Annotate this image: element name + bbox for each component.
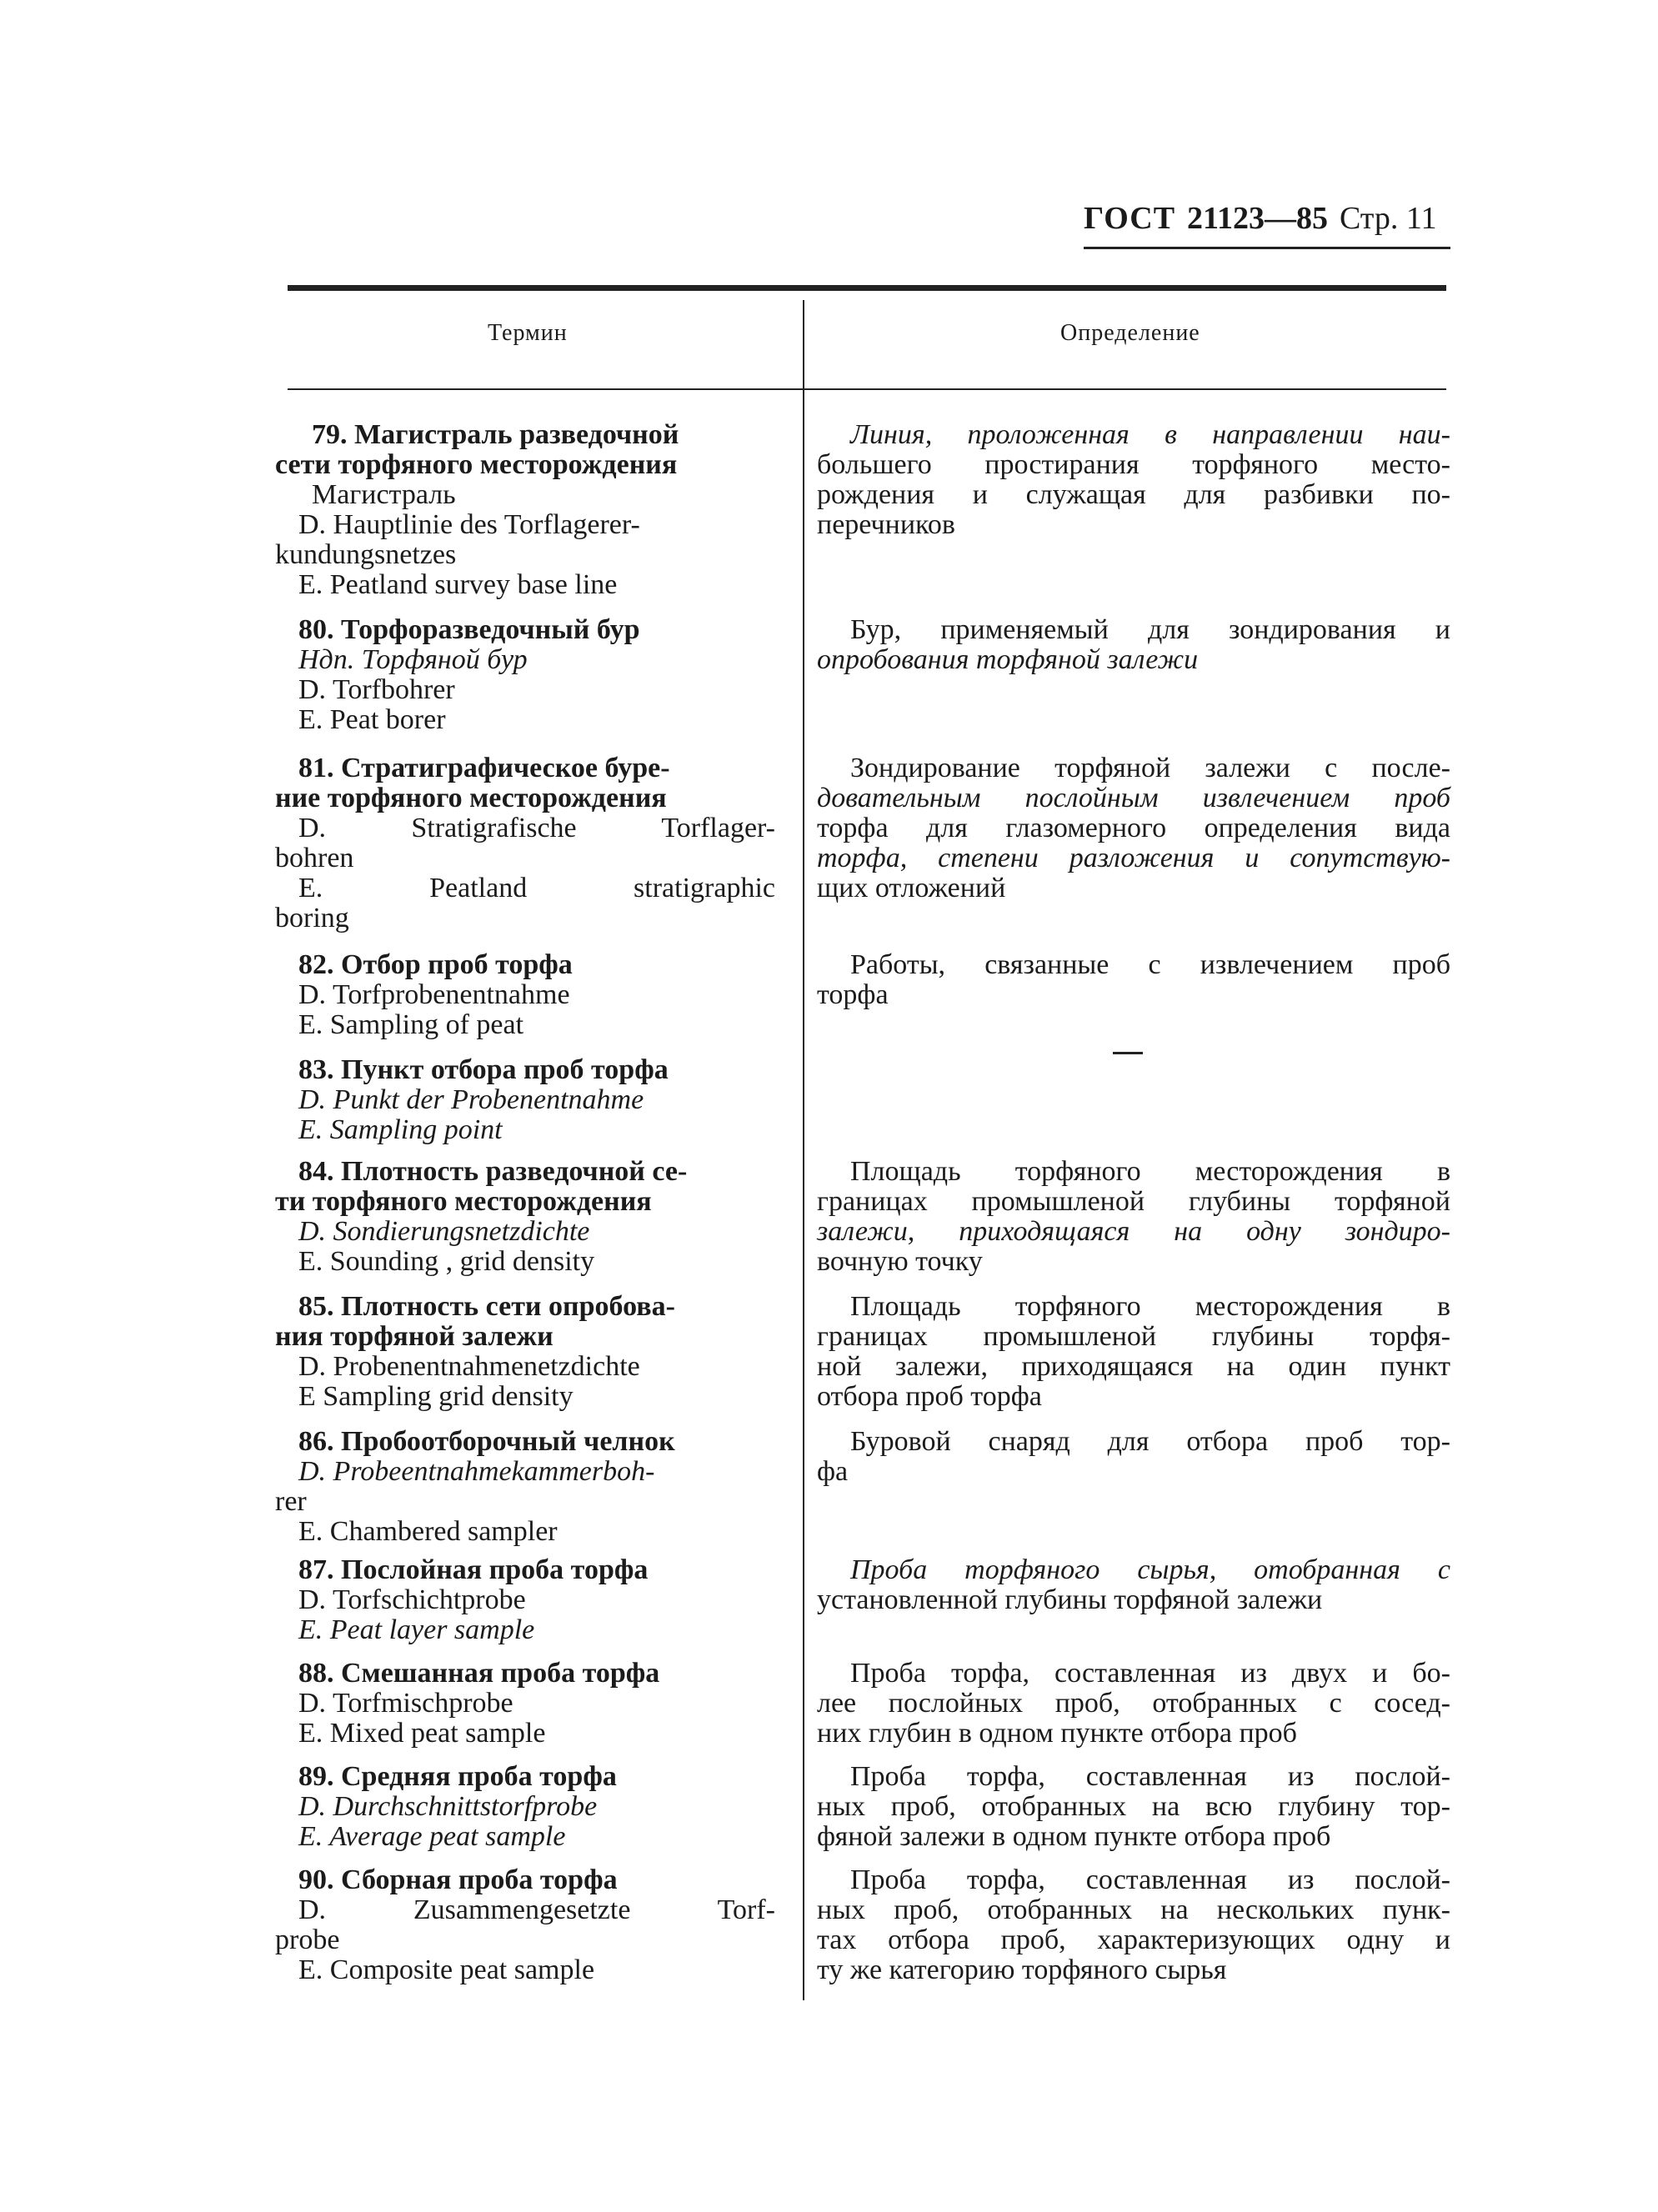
definition-line: Бур, применяемый для зондирования и xyxy=(850,614,1450,645)
term-german: D. Torfmischprobe xyxy=(298,1688,513,1719)
term-german: rer xyxy=(275,1486,307,1517)
definition-line: них глубин в одном пункте отбора проб xyxy=(817,1718,1297,1749)
term-german: bohren xyxy=(275,843,354,873)
term-german: kundungsnetzes xyxy=(275,539,457,570)
definition-line: фа xyxy=(817,1456,849,1487)
term-german: D. Durchschnittstorfprobe xyxy=(298,1791,598,1822)
term-title: 80. Торфоразведочный бур xyxy=(298,614,640,645)
term-german: D. Probeentnahmekammerboh- xyxy=(298,1456,655,1487)
definition-line: торфа для глазомерного определения вида xyxy=(817,813,1450,843)
definition-entry-79 xyxy=(817,420,1450,540)
term-synonym: Магистраль xyxy=(312,479,456,510)
definition-entry-88 xyxy=(817,1659,1450,1749)
definition-line: большего простирания торфяного место- xyxy=(817,449,1450,480)
definition-line: Проба торфяного сырья, отобранная с xyxy=(850,1554,1450,1585)
term-entry-88 xyxy=(275,1659,775,1749)
term-title: 84. Плотность разведочной се- xyxy=(298,1156,688,1187)
definition-line: рождения и служащая для разбивки по- xyxy=(817,479,1450,510)
definition-line: Проба торфа, составленная из послой- xyxy=(850,1761,1450,1792)
definition-entry-85 xyxy=(817,1292,1450,1412)
definition-line: лее послойных проб, отобранных с сосед- xyxy=(817,1688,1450,1719)
term-english: E. Peat layer sample xyxy=(298,1614,535,1645)
definition-entry-82 xyxy=(817,950,1450,1010)
term-entry-90 xyxy=(275,1865,775,1985)
term-english: E. Composite peat sample xyxy=(298,1954,595,1985)
definition-line: тах отбора проб, характеризующих одну и xyxy=(817,1924,1450,1955)
term-entry-80 xyxy=(275,615,775,735)
term-german: D. Hauptlinie des Torflagerer- xyxy=(298,509,640,540)
term-title: 87. Послойная проба торфа xyxy=(298,1554,649,1585)
definition-entry-87 xyxy=(817,1555,1450,1615)
definition-line: границах промышленой глубины торфяной xyxy=(817,1186,1450,1217)
term-entry-85 xyxy=(275,1292,775,1412)
definition-line: Площадь торфяного месторождения в xyxy=(850,1156,1450,1187)
definition-entry-84 xyxy=(817,1157,1450,1277)
definition-line: ной залежи, приходящаяся на один пункт xyxy=(817,1351,1450,1382)
term-english: boring xyxy=(275,903,349,933)
definition-line: вочную точку xyxy=(817,1246,983,1277)
header-rule xyxy=(1084,247,1450,249)
definition-line: Линия, проложенная в направлении наи- xyxy=(850,419,1450,450)
definition-entry-89 xyxy=(817,1762,1450,1852)
term-entry-86 xyxy=(275,1427,775,1547)
term-german: D. Punkt der Probenentnahme xyxy=(298,1084,644,1115)
term-entry-87 xyxy=(275,1555,775,1645)
definition-entry-90 xyxy=(817,1865,1450,1985)
term-english: E. Peatland survey base line xyxy=(298,569,618,600)
term-english: E. Peat borer xyxy=(298,704,446,735)
definition-line: границах промышленой глубины торфя- xyxy=(817,1321,1450,1352)
definition-line: ных проб, отобранных на нескольких пунк- xyxy=(817,1894,1450,1925)
table-top-rule xyxy=(288,285,1446,291)
term-deprecated: Ндп. Торфяной бур xyxy=(298,644,528,675)
definition-line: торфа, степени разложения и сопутствую- xyxy=(817,843,1450,873)
term-english: E. Mixed peat sample xyxy=(298,1718,546,1749)
column-divider xyxy=(803,300,804,2000)
definition-line: опробования торфяной залежи xyxy=(817,644,1199,675)
term-title: 88. Смешанная проба торфа xyxy=(298,1658,660,1689)
term-entry-81 xyxy=(275,753,775,933)
term-title: ти торфяного месторождения xyxy=(275,1186,652,1217)
term-entry-84 xyxy=(275,1157,775,1277)
term-title: сети торфяного месторождения xyxy=(275,449,678,480)
term-english: E. Average peat sample xyxy=(298,1821,566,1852)
term-entry-89 xyxy=(275,1762,775,1852)
term-english: E. Sampling point xyxy=(298,1114,503,1145)
definition-line: ту же категорию торфяного сырья xyxy=(817,1954,1227,1985)
term-german: D. Zusammengesetzte Torf- xyxy=(298,1894,775,1925)
column-header-definition: Определение xyxy=(1060,320,1200,346)
term-title: 89. Средняя проба торфа xyxy=(298,1761,617,1792)
standard-name: ГОСТ xyxy=(1084,201,1176,236)
term-title: 86. Пробоотборочный челнок xyxy=(298,1426,675,1457)
definition-line: Площадь торфяного месторождения в xyxy=(850,1291,1450,1322)
term-english: E. Chambered sampler xyxy=(298,1516,558,1547)
term-german: D. Stratigrafische Torflager- xyxy=(298,813,775,843)
term-title: 81. Стратиграфическое буре- xyxy=(298,753,670,783)
term-german: D. Torfbohrer xyxy=(298,674,455,705)
term-english: E. Peatland stratigraphic xyxy=(298,873,775,903)
term-title: 82. Отбор проб торфа xyxy=(298,949,573,980)
definition-line: залежи, приходящаяся на одну зондиро- xyxy=(817,1216,1450,1247)
page-header xyxy=(1084,200,1450,237)
definition-line: Работы, связанные с извлечением проб xyxy=(850,949,1450,980)
definition-line: щих отложений xyxy=(817,873,1006,903)
term-title: 83. Пункт отбора проб торфа xyxy=(298,1054,669,1085)
term-title: ние торфяного месторождения xyxy=(275,783,667,813)
definition-entry-81 xyxy=(817,753,1450,903)
term-german: D. Sondierungsnetzdichte xyxy=(298,1216,590,1247)
definition-line: довательным послойным извлечением проб xyxy=(817,783,1450,813)
definition-line: перечников xyxy=(817,509,955,540)
term-title: 90. Сборная проба торфа xyxy=(298,1864,618,1895)
definition-line: фяной залежи в одном пункте отбора проб xyxy=(817,1821,1331,1852)
standard-code: 21123—85 xyxy=(1187,201,1328,236)
term-entry-82 xyxy=(275,950,775,1040)
term-entry-83 xyxy=(275,1055,775,1145)
definition-line: Проба торфа, составленная из двух и бо- xyxy=(850,1658,1450,1689)
term-title: 79. Магистраль разведочной xyxy=(312,419,679,450)
term-english: E. Sampling of peat xyxy=(298,1009,524,1040)
definition-entry-86 xyxy=(817,1427,1450,1487)
term-title: 85. Плотность сети опробова- xyxy=(298,1291,675,1322)
page-number: Стр. 11 xyxy=(1339,201,1437,236)
definition-line: отбора проб торфа xyxy=(817,1381,1042,1412)
definition-entry-80 xyxy=(817,615,1450,675)
term-german: probe xyxy=(275,1924,340,1955)
term-entry-79 xyxy=(275,420,775,600)
definition-line: Зондирование торфяной залежи с после- xyxy=(850,753,1450,783)
term-german: D. Torfschichtprobe xyxy=(298,1584,526,1615)
term-title: ния торфяной залежи xyxy=(275,1321,554,1352)
term-german: D. Probenentnahmenetzdichte xyxy=(298,1351,640,1382)
definition-line: установленной глубины торфяной залежи xyxy=(817,1584,1323,1615)
term-english: E Sampling grid density xyxy=(298,1381,574,1412)
table-head-rule xyxy=(288,388,1446,390)
empty-definition-dash xyxy=(1113,1052,1143,1054)
definition-line: ных проб, отобранных на всю глубину тор- xyxy=(817,1791,1450,1822)
definition-line: Проба торфа, составленная из послой- xyxy=(850,1864,1450,1895)
term-english: E. Sounding , grid density xyxy=(298,1246,595,1277)
definition-line: торфа xyxy=(817,979,889,1010)
column-header-term: Термин xyxy=(488,320,568,346)
term-german: D. Torfprobenentnahme xyxy=(298,979,570,1010)
definition-line: Буровой снаряд для отбора проб тор- xyxy=(850,1426,1450,1457)
